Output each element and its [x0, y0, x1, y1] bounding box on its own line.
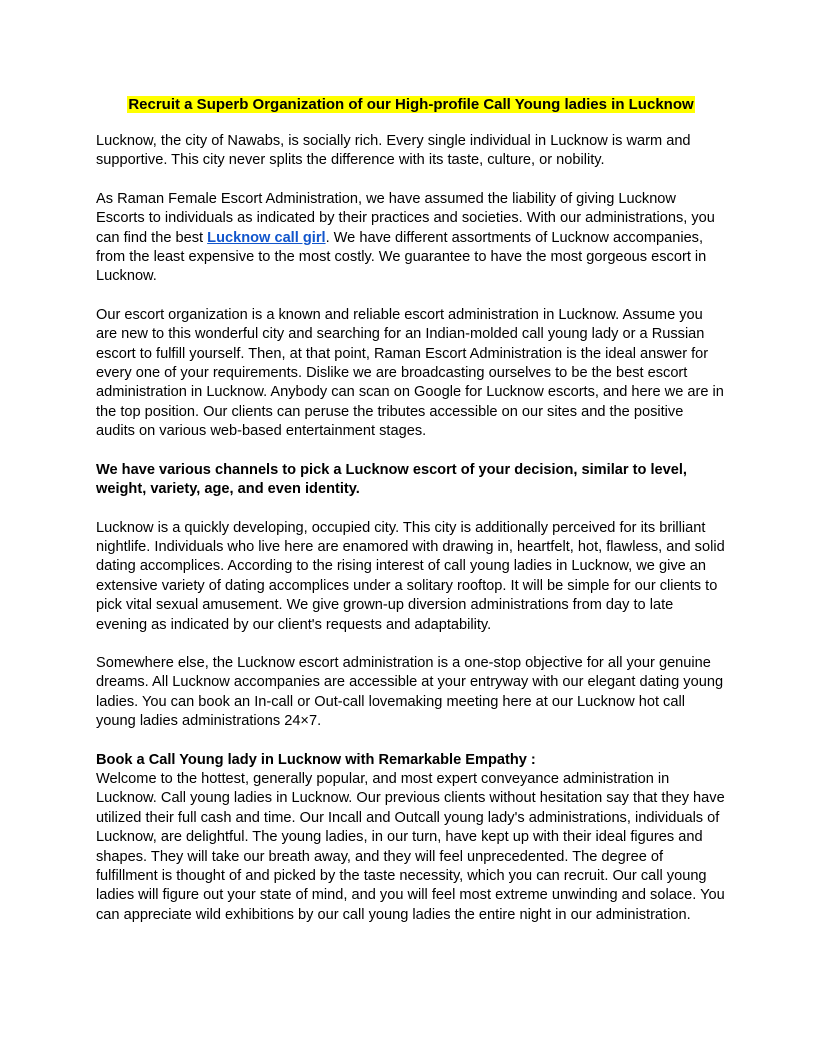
document-title: Recruit a Superb Organization of our High-profile Call Young ladies in Lucknow	[128, 96, 694, 113]
paragraph-one-stop: Somewhere else, the Lucknow escort administration is a one-stop objective for all your genuine dreams. All Lucknow accompanies are accessible at your entryway with our elegant dating young ladies. You can book an In-call or Out-call lovemaking meeting here at our Lucknow hot call young ladies administrations 24×7.	[96, 654, 724, 730]
paragraph-organization: Our escort organization is a known and reliable escort administration in Lucknow. Assume you are new to this wonderful city and searching for an Indian-molded call young lady or a Russian escort to fulfill yourself. Then, at that point, Raman Escort Administration is the ideal answer for every one of your requirements. Dislike we are broadcasting ourselves to be the best escort administration in Lucknow. Anybody can scan on Google for Lucknow escorts, and here we are in the top position. Our clients can peruse the tributes accessible on our sites and the positive audits on various web-based entertainment stages.	[96, 306, 724, 440]
paragraph-text-before-link: As Raman Female Escort Administration, we have assumed the liability of giving Lucknow Escorts to individuals as indicated by their practices and societies. With our administrations, you can find the best	[96, 190, 715, 246]
paragraph-text-after-link: . We have different assortments of Lucknow accompanies, from the least expensive to the most costly. We guarantee to have the most gorgeous escort in Lucknow.	[96, 229, 707, 285]
paragraph-welcome: Welcome to the hottest, generally popular, and most expert conveyance administration in Lucknow. Call young ladies in Lucknow. Our previous clients without hesitation say that they have utilized their full cash and time. Our Incall and Outcall young lady's administrations, individuals of Lucknow, are delightful. The young ladies, in our turn, have kept up with their ideal figures and shapes. They will take our breath away, and they will feel unprecedented. The degree of fulfillment is thought of and picked by the taste necessity, which you can recruit. Our call young ladies will figure out your state of mind, and you will feel most extreme unwinding and solace. You can appreciate wild exhibitions by our call young ladies the entire night in our administration.	[96, 770, 725, 923]
heading-book: Book a Call Young lady in Lucknow with Remarkable Empathy :	[96, 751, 536, 768]
paragraph-nightlife: Lucknow is a quickly developing, occupied city. This city is additionally perceived for its brilliant nightlife. Individuals who live here are enamored with drawing in, heartfelt, hot, flawless, and solid dating accomplices. According to the rising interest of call young ladies in Lucknow, we give an extensive variety of dating accomplices under a solitary rooftop. It will be simple for our clients to pick vital sexual amusement. We give grown-up diversion administrations from day to late evening as indicated by our client's requests and adaptability.	[96, 519, 725, 633]
lucknow-call-girl-link[interactable]: Lucknow call girl	[207, 229, 326, 246]
document-page	[96, 94, 726, 944]
paragraph-with-link	[96, 190, 726, 287]
paragraph-intro: Lucknow, the city of Nawabs, is socially rich. Every single individual in Lucknow is warm and supportive. This city never splits the difference with its taste, culture, or nobility.	[96, 133, 691, 169]
title-block	[96, 94, 726, 116]
heading-channels: We have various channels to pick a Lucknow escort of your decision, similar to level, weight, variety, age, and even identity.	[96, 461, 687, 498]
